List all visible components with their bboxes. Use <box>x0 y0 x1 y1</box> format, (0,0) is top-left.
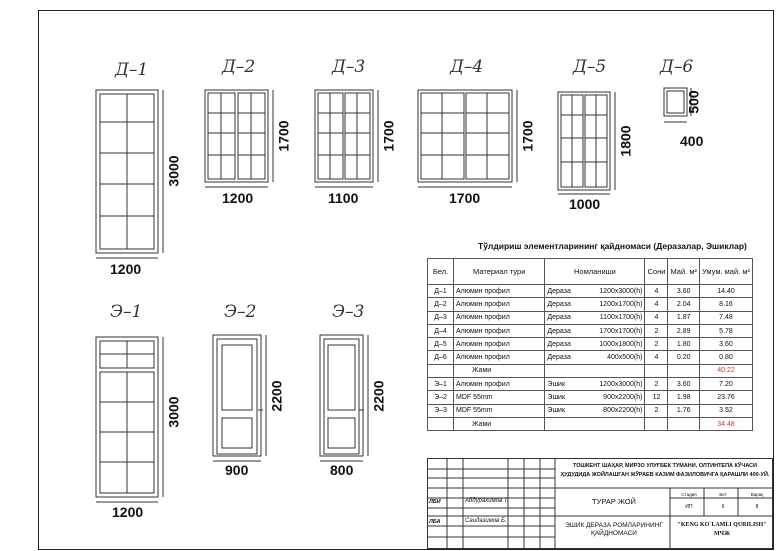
cell-size-text: 1700x1700(h) <box>599 327 643 335</box>
cell-type-text: Дераза <box>547 340 571 348</box>
cell-size-text: 1200x1700(h) <box>599 300 643 308</box>
role-1: ЛБИ <box>429 499 441 505</box>
d1-width-dim: 1200 <box>110 261 142 277</box>
window-d1-label: Д–1 <box>115 60 149 80</box>
cell-mark: Д–2 <box>428 298 454 311</box>
cell-material: Алюмин профил <box>454 338 545 351</box>
table-row <box>428 351 753 364</box>
cell-area: 1.98 <box>668 391 700 404</box>
cell-size-text: 1200x3000(h) <box>599 287 643 295</box>
stage-value: ИП <box>685 504 693 510</box>
cell-total: 3.60 <box>699 338 752 351</box>
cell-area: 3.60 <box>668 378 700 391</box>
cell-total: 5.78 <box>699 324 752 337</box>
subtotal-value: 40.22 <box>699 364 752 377</box>
window-d5-drawing <box>558 92 615 194</box>
cell-material: MDF 55mm <box>454 404 545 417</box>
cell-type <box>545 338 645 351</box>
cell-total: 0.80 <box>699 351 752 364</box>
sheets-header: Варақ <box>750 492 764 497</box>
cell-type <box>545 311 645 324</box>
cell-type-text: Дераза <box>547 314 571 322</box>
table-row <box>428 298 753 311</box>
table-row <box>428 285 753 298</box>
cell-count: 4 <box>645 298 668 311</box>
subtotal-row <box>428 364 753 377</box>
cell-type-text: Дераза <box>547 287 571 295</box>
cell-type <box>545 378 645 391</box>
subtotal-row <box>428 417 753 430</box>
d3-height-dim: 1700 <box>380 120 397 152</box>
door-e3-label: Э–3 <box>332 302 365 322</box>
table-row <box>428 378 753 391</box>
cell-area: 2.04 <box>668 298 700 311</box>
door-e1-drawing <box>96 337 163 502</box>
cell-mark: Д–1 <box>428 285 454 298</box>
empty-cell <box>668 364 700 377</box>
person-2: Саидазимов Б. <box>465 518 507 524</box>
cell-type <box>545 285 645 298</box>
subtotal-label: Жами <box>454 364 545 377</box>
e3-height-dim: 2200 <box>370 380 387 412</box>
cell-count: 2 <box>645 404 668 417</box>
sheet-title-line-2: ҚАЙДНОМАСИ <box>591 530 637 537</box>
person-1: Абдурахимов Т. <box>465 498 509 504</box>
subtotal-label: Жами <box>454 417 545 430</box>
d6-height-dim: 500 <box>685 90 702 114</box>
e3-width-dim: 800 <box>330 462 354 478</box>
empty-cell <box>428 417 454 430</box>
d4-height-dim: 1700 <box>519 120 536 152</box>
cell-material: Алюмин профил <box>454 285 545 298</box>
cell-mark: Э–3 <box>428 404 454 417</box>
window-d6-label: Д–6 <box>660 57 694 77</box>
table-row <box>428 338 753 351</box>
cell-mark: Д–6 <box>428 351 454 364</box>
address-line-1: ТОШКЕНТ ШАҲАР, МИРЗО УЛУҒБЕК ТУМАНИ, ОЛТИНТЕПА КЎЧАСИ <box>573 463 757 469</box>
cell-type <box>545 324 645 337</box>
cell-count: 2 <box>645 324 668 337</box>
sheets-value: 8 <box>755 504 759 510</box>
cell-total: 7.48 <box>699 311 752 324</box>
d1-height-dim: 3000 <box>165 155 182 187</box>
cell-type-text: Дераза <box>547 300 571 308</box>
cell-material: Алюмин профил <box>454 378 545 391</box>
cell-total: 8.16 <box>699 298 752 311</box>
cell-mark: Д–3 <box>428 311 454 324</box>
cell-area: 2.89 <box>668 324 700 337</box>
empty-cell <box>645 364 668 377</box>
e1-width-dim: 1200 <box>112 504 144 520</box>
sheet-header: Бет <box>719 492 727 497</box>
table-row <box>428 404 753 417</box>
cell-total: 14.40 <box>699 285 752 298</box>
cell-area: 1.76 <box>668 404 700 417</box>
cell-material: Алюмин профил <box>454 311 545 324</box>
cell-count: 12 <box>645 391 668 404</box>
e1-height-dim: 3000 <box>165 396 182 428</box>
table-row <box>428 324 753 337</box>
cell-count: 4 <box>645 351 668 364</box>
window-d3-drawing <box>315 90 378 187</box>
cell-size-text: 1200x3000(h) <box>599 380 643 388</box>
col-total-header: Умум. май. м² <box>699 259 752 285</box>
cell-mark: Д–5 <box>428 338 454 351</box>
d2-width-dim: 1200 <box>222 190 254 206</box>
cell-type <box>545 298 645 311</box>
col-material-header: Материал тури <box>454 259 545 285</box>
empty-cell <box>668 417 700 430</box>
cell-area: 3.60 <box>668 285 700 298</box>
spec-header-row <box>428 259 753 285</box>
cell-type-text: Дераза <box>547 354 571 362</box>
cell-total: 7.20 <box>699 378 752 391</box>
cell-type <box>545 351 645 364</box>
project-name: ТУРАР ЖОЙ <box>592 497 636 506</box>
company-name: "KENG KO`LAMLI QURILISH" <box>677 522 767 528</box>
cell-type-text: Эшик <box>547 407 566 415</box>
cell-count: 4 <box>645 285 668 298</box>
cell-area: 1.87 <box>668 311 700 324</box>
window-d1-drawing <box>96 90 163 258</box>
cell-size-text: 1100x1700(h) <box>599 314 643 322</box>
cell-type-text: Эшик <box>547 394 566 402</box>
empty-cell <box>428 364 454 377</box>
d6-width-dim: 400 <box>680 133 704 149</box>
empty-cell <box>545 364 645 377</box>
window-d4-label: Д–4 <box>450 57 484 77</box>
col-area-header: Май. м² <box>668 259 700 285</box>
window-d5-label: Д–5 <box>573 57 607 77</box>
window-d3-label: Д–3 <box>332 57 366 77</box>
cell-count: 4 <box>645 311 668 324</box>
role-2: ЛБА <box>429 519 441 525</box>
window-d2-label: Д–2 <box>222 57 256 77</box>
title-block <box>427 458 773 549</box>
cell-type <box>545 404 645 417</box>
cell-type-text: Эшик <box>547 380 566 388</box>
col-mark-header: Бел. <box>428 259 454 285</box>
cell-type-text: Дераза <box>547 327 571 335</box>
spec-table <box>427 258 753 431</box>
cell-size-text: 400x500(h) <box>607 354 643 362</box>
address-line-2: ҲУДУДИДА ЖОЙЛАШГАН ЖЎРАЕВ КАЗИМ ФАЗИЛОВИЧГА ҚАРАШЛИ 400-УЙ. <box>560 472 770 478</box>
d5-width-dim: 1000 <box>569 196 601 212</box>
d4-width-dim: 1700 <box>449 190 481 206</box>
cell-area: 1.80 <box>668 338 700 351</box>
empty-cell <box>645 417 668 430</box>
cell-size-text: 800x2200(h) <box>603 407 643 415</box>
d5-height-dim: 1800 <box>617 125 634 157</box>
cell-total: 23.76 <box>699 391 752 404</box>
stage-header: Стадия <box>681 492 697 497</box>
cell-material: MDF 55mm <box>454 391 545 404</box>
subtotal-value: 34.48 <box>699 417 752 430</box>
cell-mark: Э–1 <box>428 378 454 391</box>
empty-cell <box>545 417 645 430</box>
cell-count: 2 <box>645 338 668 351</box>
cell-area: 0.20 <box>668 351 700 364</box>
spec-table-title: Тўлдириш элементларининг қайдномаси (Деразалар, Эшиклар) <box>478 241 747 251</box>
cell-size-text: 900x2200(h) <box>603 394 643 402</box>
cell-mark: Э–2 <box>428 391 454 404</box>
col-count-header: Сони <box>645 259 668 285</box>
company-type: МЧЖ <box>714 531 730 537</box>
door-e3-drawing <box>320 335 368 461</box>
cell-mark: Д–4 <box>428 324 454 337</box>
window-d2-drawing <box>205 90 273 187</box>
cell-type <box>545 391 645 404</box>
door-e1-label: Э–1 <box>110 302 143 322</box>
table-row <box>428 391 753 404</box>
door-e2-drawing <box>213 335 266 461</box>
cell-total: 3.52 <box>699 404 752 417</box>
cell-material: Алюмин профил <box>454 324 545 337</box>
cell-size-text: 1000x1800(h) <box>599 340 643 348</box>
sheet-value: 6 <box>721 504 725 510</box>
e2-width-dim: 900 <box>225 462 249 478</box>
cell-count: 2 <box>645 378 668 391</box>
d2-height-dim: 1700 <box>275 120 292 152</box>
door-e2-label: Э–2 <box>224 302 257 322</box>
sheet-title-line-1: ЭШИК ДЕРАЗА РОМЛАРИНИНГ <box>565 522 663 529</box>
col-name-header: Номланиши <box>545 259 645 285</box>
cell-material: Алюмин профил <box>454 351 545 364</box>
d3-width-dim: 1100 <box>328 190 359 206</box>
window-d4-drawing <box>418 90 517 187</box>
e2-height-dim: 2200 <box>268 380 285 412</box>
cell-material: Алюмин профил <box>454 298 545 311</box>
table-row <box>428 311 753 324</box>
